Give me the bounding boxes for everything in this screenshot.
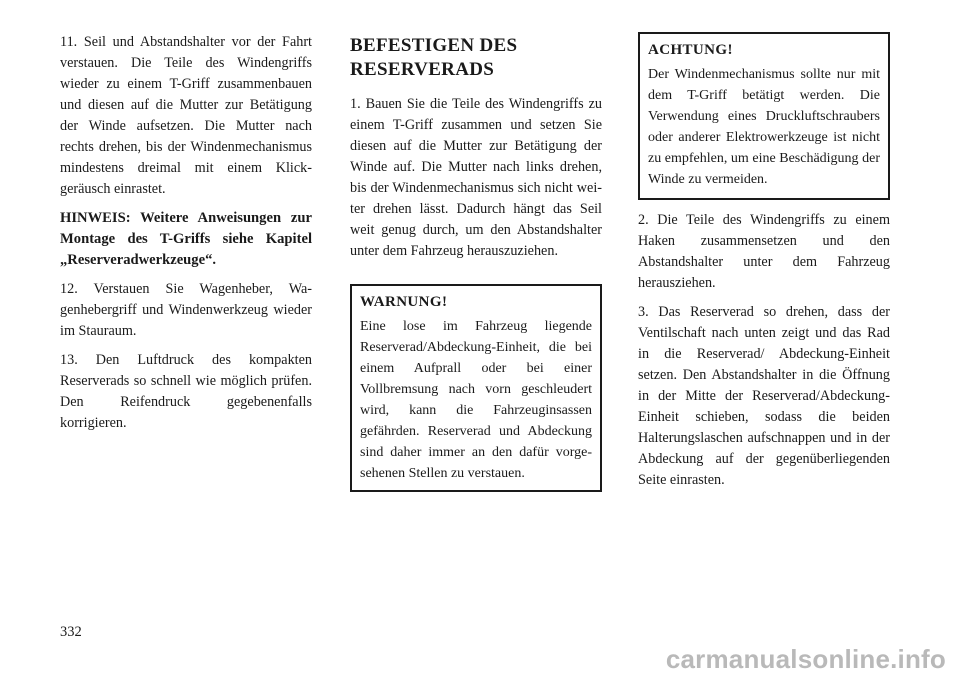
column-right bbox=[638, 32, 890, 499]
warning-box bbox=[350, 284, 602, 492]
step-2-paragraph: 2. Die Teile des Windengriffs zu einem Haken zusammensetzen und den Abstandshalter unter dem Fahrzeug herausziehen. bbox=[638, 212, 890, 291]
caution-text: Der Windenmechanismus sollte nur mit dem T-Griff betätigt werden. Die Verwendung eines Druckluftschraubers oder anderer Elektrowerkzeuge ist nicht zu empfehlen, um eine Beschädigung der Winde zu vermeiden. bbox=[648, 67, 880, 187]
warning-text: Eine lose im Fahrzeug liegende Reserverad/Abdeckung-Einheit, die bei einem Aufprall oder bei einer Vollbremsung nach vorn geschleudert wird, kann die Fahrzeuginsassen gefährden. Reserverad und Abdeckung sind daher immer an den dafür vorgesehenen Stellen zu verstauen. bbox=[360, 319, 592, 481]
step-11-paragraph: 11. Seil und Abstandshalter vor der Fahrt verstauen. Die Teile des Windengriffs wieder zu einem T-Griff zusammenbauen und diesen auf die Mutter zur Betätigung der Winde aufsetzen. Die Mutter nach rechts drehen, bis der Windenmechanismus mindestens dreimal mit einem Klickgeräusch einrastet. bbox=[60, 34, 312, 197]
column-left bbox=[60, 32, 312, 442]
warning-title: WARNUNG! bbox=[360, 294, 448, 310]
step-3-paragraph: 3. Das Reserverad so drehen, dass der Ventilschaft nach unten zeigt und das Rad in die Reserverad/ Abdeckung-Einheit setzen. Den Abstandshalter in die Öffnung in der Mitte der Reserverad/Abdeckung-Einheit schieben, sodass die beiden Halterungslaschen aufschnappen und in der Abdeckung auf der gegenüberliegenden Seite einrasten. bbox=[638, 304, 890, 488]
caution-title: ACHTUNG! bbox=[648, 42, 733, 58]
watermark-text[interactable]: carmanualsonline.info bbox=[665, 644, 946, 674]
section-heading: BEFESTIGEN DES RESERVERADS bbox=[350, 35, 518, 80]
column-middle bbox=[350, 32, 602, 502]
page-number: 332 bbox=[60, 624, 82, 640]
step-12-paragraph: 12. Verstauen Sie Wagenheber, Wagenhebergriff und Windenwerkzeug wieder im Stauraum. bbox=[60, 281, 312, 339]
step-1-paragraph: 1. Bauen Sie die Teile des Windengriffs zu einem T-Griff zusammen und setzen Sie diesen auf die Mutter zur Betätigung der Winde auf. Die Mutter nach links drehen, bis der Windenmechanismus sich nicht weiter drehen lässt. Dadurch hängt das Seil weit genug durch, um den Abstandshalter unter dem Fahrzeug herauszuziehen. bbox=[350, 96, 602, 259]
step-13-paragraph: 13. Den Luftdruck des kompakten Reserverads so schnell wie möglich prüfen. Den Reifendruck gegebenenfalls korrigieren. bbox=[60, 352, 312, 431]
caution-box bbox=[638, 32, 890, 200]
note-paragraph: HINWEIS: Weitere Anweisungen zur Montage des T-Griffs siehe Kapitel „Reserveradwerkzeuge“. bbox=[60, 210, 312, 268]
